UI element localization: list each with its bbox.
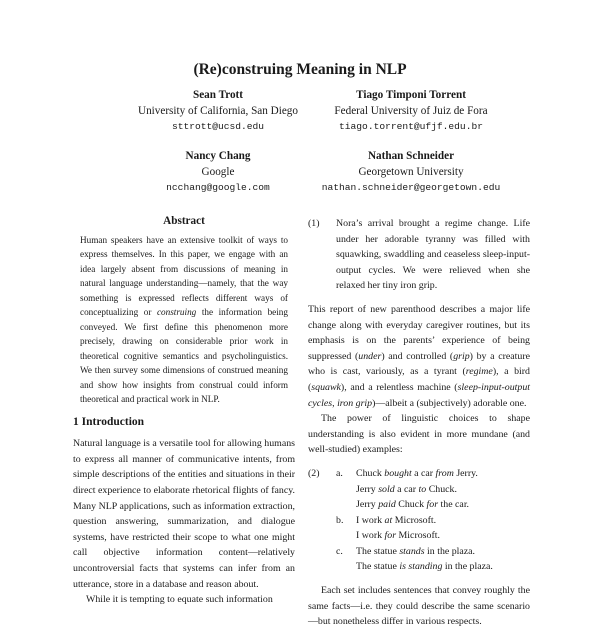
- author-affiliation: Federal University of Juiz de Fora: [334, 104, 488, 117]
- example-text: Nora’s arrival brought a regime change. Life under her adorable tyranny was filled with squawking, swaddling and ceaseless sleep-input-output cycles. We were relieved when she relaxed her tiny iron grip.: [336, 218, 530, 292]
- author-email[interactable]: ncchang@google.com: [166, 182, 270, 193]
- body-paragraph: The power of linguistic choices to shape understanding is also evident in more mundane (and well-studied) examples:: [308, 413, 530, 456]
- item-label: b.: [336, 514, 344, 526]
- example-number: (1): [308, 218, 320, 229]
- example-sentence: Jerry paid Chuck for the car.: [356, 499, 470, 511]
- author-affiliation: Google: [201, 165, 235, 178]
- example-item: [336, 544, 530, 575]
- right-column: [308, 216, 530, 630]
- example-items: [336, 466, 530, 575]
- author-name: Sean Trott: [192, 89, 244, 101]
- left-column: [73, 214, 295, 608]
- example-item: [336, 466, 530, 513]
- example-item: [336, 513, 530, 544]
- author-block: [291, 149, 531, 196]
- abstract-heading: Abstract: [163, 215, 205, 227]
- example-sentence: I work for Microsoft.: [356, 530, 440, 542]
- example-number: (2): [308, 467, 320, 479]
- body-paragraph: This report of new parenthood describes a major life change along with everyday caregiver routines, but its emphasis is on the parents’ experience of being suppressed (under) and controlled (grip) by a creature who is cast, variously, as a tyrant (regime), a bird (squawk), and a relentless machine (sleep-input-output cycles, iron grip)—albeit a (subjectively) adorable one.: [308, 303, 530, 409]
- body-paragraph: Each set includes sentences that convey roughly the same facts—i.e. they could describe the same scenario—but nonetheless differ in various respects.: [308, 585, 530, 628]
- example-sentence: I work at Microsoft.: [356, 514, 437, 526]
- author-email[interactable]: nathan.schneider@georgetown.edu: [321, 182, 501, 193]
- author-email[interactable]: tiago.torrent@ufjf.edu.br: [339, 121, 483, 132]
- author-name: Tiago Timponi Torrent: [356, 89, 466, 101]
- intro-paragraph: While it is tempting to equate such information: [86, 594, 273, 606]
- author-affiliation: University of California, San Diego: [137, 104, 298, 117]
- example-2: [308, 466, 530, 575]
- intro-paragraph: Natural language is a versatile tool for allowing humans to express all manner of communicative intents, from simple descriptions of the entities and situations in their direct experience to elaborate rhetorical flights of fancy. Many NLP applications, such as information extraction, question answering, summarization, and dialogue systems, have restricted their scope to what one might call objective information content—relatively uncontroversial facts that systems can infer from an utterance, store in a database and reason about.: [73, 438, 295, 590]
- item-label: c.: [336, 545, 343, 557]
- abstract-text: Human speakers have an extensive toolkit of ways to express themselves. In this paper, we engage with an idea largely absent from discussions of meaning in natural language understanding—namely, that the way something is expressed reflects different ways of conceptualizing or construing the information being conveyed. We first define this phenomenon more precisely, drawing on considerable prior work in theoretical cognitive semantics and psycholinguistics. We then survey some dimensions of construed meaning and show how insights from construal could inform theoretical and practical work in NLP.: [80, 234, 288, 405]
- item-label: a.: [336, 467, 343, 479]
- example-sentence: Jerry sold a car to Chuck.: [356, 483, 457, 495]
- author-affiliation: Georgetown University: [358, 165, 464, 178]
- section-heading-introduction: 1 Introduction: [73, 415, 145, 428]
- author-name: Nathan Schneider: [367, 150, 455, 162]
- paper-title: (Re)construing Meaning in NLP: [193, 61, 407, 78]
- example-sentence: The statue is standing in the plaza.: [356, 561, 493, 573]
- author-block: [291, 88, 531, 135]
- example-sentence: The statue stands in the plaza.: [356, 545, 476, 557]
- example-sentence: Chuck bought a car from Jerry.: [356, 467, 478, 479]
- author-name: Nancy Chang: [185, 150, 251, 162]
- example-1: [308, 216, 530, 294]
- author-email[interactable]: sttrott@ucsd.edu: [171, 121, 265, 132]
